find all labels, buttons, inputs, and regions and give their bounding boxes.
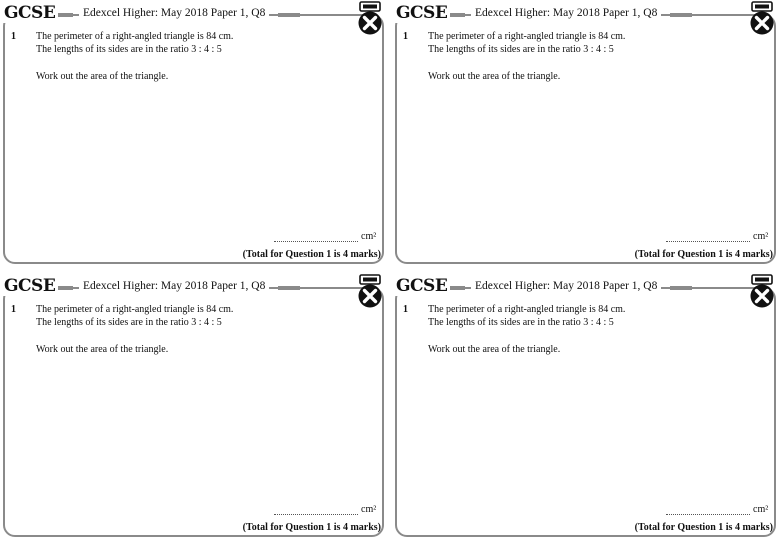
answer-area [274,504,376,515]
question-source: Edexcel Higher: May 2018 Paper 1, Q8 [79,5,269,21]
calculator-not-allowed-icon [749,1,775,35]
question-number: 1 [11,31,16,42]
question-number: 1 [403,31,408,42]
answer-line[interactable] [274,232,358,242]
question-line-ratio: The lengths of its sides are in the ratio 3 : 4 : 5 [428,317,614,328]
header-rule-right [670,13,692,17]
header-rule-right [670,286,692,290]
answer-unit: cm² [361,504,377,515]
total-marks: (Total for Question 1 is 4 marks) [242,522,381,533]
question-line-ratio: The lengths of its sides are in the ratio 3 : 4 : 5 [36,44,222,55]
calculator-not-allowed-icon [357,274,383,308]
question-source: Edexcel Higher: May 2018 Paper 1, Q8 [471,5,661,21]
question-text [36,303,233,356]
answer-area [666,504,768,515]
question-card-2 [393,0,775,264]
answer-unit: cm² [753,504,769,515]
question-line-perimeter: The perimeter of a right-angled triangle is 84 cm. [36,304,234,315]
calculator-not-allowed-icon [357,1,383,35]
calculator-not-allowed-icon [749,274,775,308]
question-line-ratio: The lengths of its sides are in the ratio 3 : 4 : 5 [36,317,222,328]
answer-unit: cm² [361,231,377,242]
question-number: 1 [403,304,408,315]
gcse-logo: GCSE [395,3,450,23]
question-line-perimeter: The perimeter of a right-angled triangle is 84 cm. [428,304,626,315]
question-number: 1 [11,304,16,315]
question-card-4 [393,273,775,537]
question-text [428,303,625,356]
total-marks: (Total for Question 1 is 4 marks) [634,249,773,260]
question-text [36,30,233,83]
header-rule-right [278,286,300,290]
total-marks: (Total for Question 1 is 4 marks) [634,522,773,533]
answer-unit: cm² [753,231,769,242]
question-line-instruction: Work out the area of the triangle. [428,71,561,82]
answer-area [274,231,376,242]
question-source: Edexcel Higher: May 2018 Paper 1, Q8 [471,278,661,294]
answer-line[interactable] [666,505,750,515]
question-card-1 [1,0,383,264]
question-line-instruction: Work out the area of the triangle. [36,344,169,355]
gcse-logo: GCSE [3,3,58,23]
total-marks: (Total for Question 1 is 4 marks) [242,249,381,260]
gcse-logo: GCSE [395,276,450,296]
question-card-3 [1,273,383,537]
question-source: Edexcel Higher: May 2018 Paper 1, Q8 [79,278,269,294]
gcse-logo: GCSE [3,276,58,296]
header-rule-right [278,13,300,17]
answer-line[interactable] [274,505,358,515]
question-line-ratio: The lengths of its sides are in the ratio 3 : 4 : 5 [428,44,614,55]
question-line-instruction: Work out the area of the triangle. [36,71,169,82]
answer-line[interactable] [666,232,750,242]
answer-area [666,231,768,242]
question-line-perimeter: The perimeter of a right-angled triangle is 84 cm. [428,31,626,42]
question-text [428,30,625,83]
question-line-instruction: Work out the area of the triangle. [428,344,561,355]
question-line-perimeter: The perimeter of a right-angled triangle is 84 cm. [36,31,234,42]
